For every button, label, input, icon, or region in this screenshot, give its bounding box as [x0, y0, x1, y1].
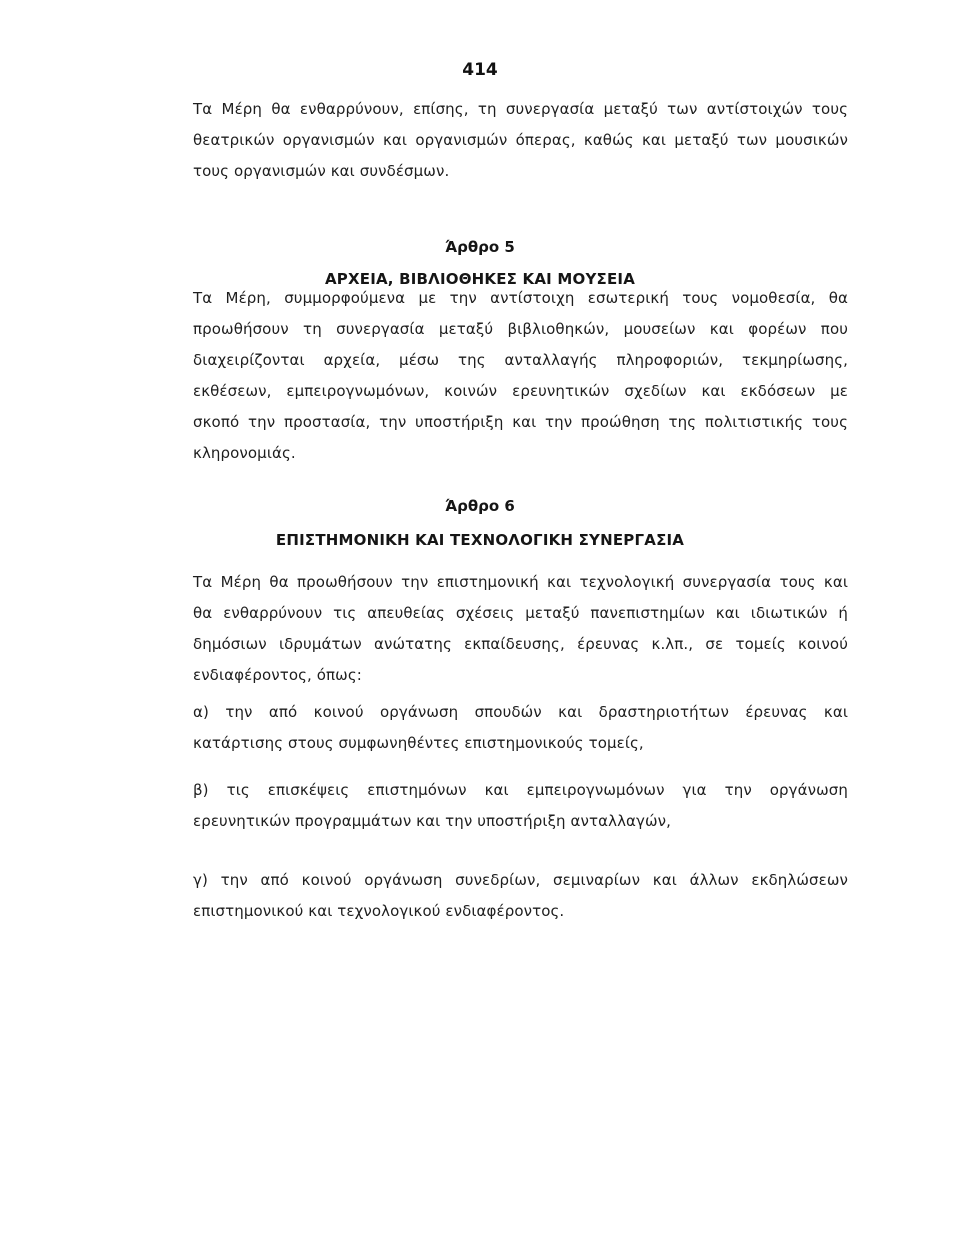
- article-6-item-a: [193, 697, 848, 759]
- article-6-intro: [193, 567, 848, 691]
- paragraph-line: Τα Μέρη θα ενθαρρύνουν, επίσης, τη συνεργασία μεταξύ των αντίστοιχών τους: [193, 100, 848, 118]
- article-5-title: ΑΡΧΕΙΑ, ΒΙΒΛΙΟΘΗΚΕΣ ΚΑΙ ΜΟΥΣΕΙΑ: [324, 270, 636, 288]
- paragraph-line: εκθέσεων, εμπειρογνωμόνων, κοινών ερευνητικών σχεδίων και εκδόσεων με: [193, 382, 848, 400]
- paragraph-line: τους οργανισμών και συνδέσμων.: [193, 162, 450, 180]
- paragraph-line: θα ενθαρρύνουν τις απευθείας σχέσεις μεταξύ πανεπιστημίων και ιδιωτικών ή: [193, 604, 848, 622]
- paragraph-line: δημόσιων ιδρυμάτων ανώτατης εκπαίδευσης, έρευνας κ.λπ., σε τομείς κοινού: [193, 635, 848, 653]
- list-item-line: επιστημονικού και τεχνολογικού ενδιαφέροντος.: [193, 902, 565, 920]
- list-item-line: κατάρτισης στους συμφωνηθέντες επιστημονικούς τομείς,: [193, 734, 644, 752]
- article-6-title: ΕΠΙΣΤΗΜΟΝΙΚΗ ΚΑΙ ΤΕΧΝΟΛΟΓΙΚΗ ΣΥΝΕΡΓΑΣΙΑ: [275, 531, 685, 549]
- article-6-item-b: [193, 775, 848, 837]
- article-5-number: Άρθρο 5: [445, 238, 515, 256]
- article-5-body: [193, 283, 848, 469]
- list-item-line: γ) την από κοινού οργάνωση συνεδρίων, σεμιναρίων και άλλων εκδηλώσεων: [193, 871, 848, 889]
- article-6-number: Άρθρο 6: [445, 497, 515, 515]
- paragraph-line: σκοπό την προστασία, την υποστήριξη και την προώθηση της πολιτιστικής τους: [193, 413, 848, 431]
- paragraph-line: προωθήσουν τη συνεργασία μεταξύ βιβλιοθηκών, μουσείων και φορέων που: [193, 320, 848, 338]
- list-item-line: α) την από κοινού οργάνωση σπουδών και δραστηριοτήτων έρευνας και: [193, 703, 848, 721]
- paragraph-line: ενδιαφέροντος, όπως:: [193, 666, 362, 684]
- paragraph-line: Τα Μέρη θα προωθήσουν την επιστημονική και τεχνολογική συνεργασία τους και: [193, 573, 848, 591]
- list-item-line: ερευνητικών προγραμμάτων και την υποστήριξη ανταλλαγών,: [193, 812, 672, 830]
- article-6-item-c: [193, 865, 848, 927]
- paragraph-line: Τα Μέρη, συμμορφούμενα με την αντίστοιχη εσωτερική τους νομοθεσία, θα: [193, 289, 848, 307]
- page-number: 414: [462, 60, 498, 80]
- list-item-line: β) τις επισκέψεις επιστημόνων και εμπειρογνωμόνων για την οργάνωση: [193, 781, 848, 799]
- paragraph-line: θεατρικών οργανισμών και οργανισμών όπερας, καθώς και μεταξύ των μουσικών: [193, 131, 848, 149]
- paragraph-line: διαχειρίζονται αρχεία, μέσω της ανταλλαγής πληροφοριών, τεκμηρίωσης,: [193, 351, 848, 369]
- intro-paragraph: [193, 94, 848, 187]
- paragraph-line: κληρονομιάς.: [193, 444, 296, 462]
